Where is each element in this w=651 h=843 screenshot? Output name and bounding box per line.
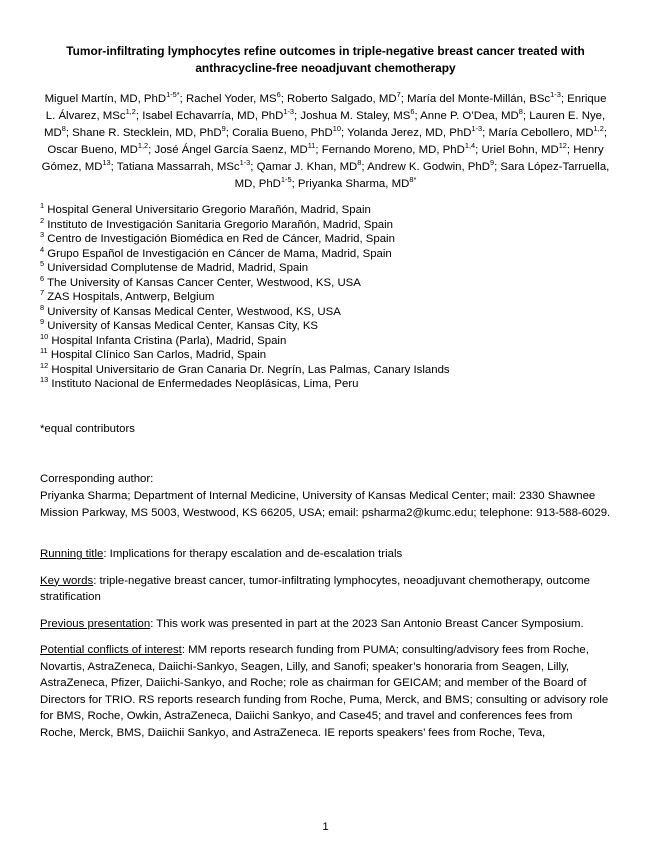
section-label: Key words <box>40 574 94 587</box>
author-name: Tatiana Massarrah, MSc <box>116 160 240 173</box>
section-previous-presentation: Previous presentation: This work was presented in part at the 2023 San Antonio Breast Cancer Symposium. <box>40 617 584 630</box>
author-name: Anne P. O’Dea, MD <box>420 109 519 122</box>
page-number: 1 <box>322 821 329 833</box>
author-affiliation-ref: 1-5 <box>280 174 292 184</box>
author-name: Enrique L. Álvarez, MSc <box>45 93 607 122</box>
section-label: Running title <box>40 548 104 561</box>
section-potential-conflicts-of-interest: Potential conflicts of interest: MM reports research funding from PUMA; consulting/advisory fees from Roche, Novartis, AstraZeneca, Daiichi-Sankyo, Seagen, Lilly, and Sanofi; speaker’s honoraria from Seagen, Lilly, AstraZeneca, Pfizer, Daiichi-Sankyo, and Roche; role as chairman for GEICAM; and member of the Board of Directors for TRIO. RS reports research funding from Roche, Puma, Merck, and BMS; consulting or advisory role for BMS, Roche, Owkin, AstraZeneca, Daiichi Sankyo, and Case45; and travel and conferences fees from Roche, Merck, BMS, Daiichii Sankyo, and AstraZeneca. IE reports speakers’ fees from Roche, Teva, <box>40 644 609 739</box>
affiliation-number: 10 <box>40 332 49 342</box>
affiliation-number: 5 <box>40 259 45 269</box>
author-list: Miguel Martín, MD, PhD$^{1-5*}$; Rachel Yoder, $MS^6$; Roberto Salgado, $MD^7$; María del Monte-Millán, BSc$^{1-3}$; Enrique L. Álvarez, MSc$^{1,2}$; Isabel Echavarría, MD, PhD$^{1-3}$; Joshua M. Staley, $MS^6$; Anne P. O’Dea, $MD^8$; Lauren E. Nye, $MD^8$; Shane R. Stecklein, MD, PhD$^9$; Coralia Bueno, PhD$^{10}$; Yolanda Jerez, MD, PhD$^{1-3}$; María Cebollero, MD$^{1,2}$; Oscar Bueno, MD$^{1,2}$; José Ángel García Saenz, MD$^{11}$; Fernando Moreno, MD, PhD$^{1,4}$; Uriel Bohn, MD$^{12}$; Henry Gómez, MD$^{13}$; Tatiana Massarrah, MSc$^{1-3}$; Qamar J. Khan, $MD^8$; Andrew K. Godwin, PhD$^9$; Sara López-Tarruella, MD, PhD$^{1-5}$; Priyanka Sharma, $MD^{8*}$ <box>41 90 610 190</box>
affiliation-number: 2 <box>40 216 45 226</box>
affiliation-line: $^{10}$ Hospital Infanta Cristina (Parla), Madrid, Spain <box>40 332 287 347</box>
author-name: Fernando Moreno, MD, PhD <box>321 143 465 156</box>
author-name: Coralia Bueno, PhD <box>232 126 333 139</box>
author-name: Oscar Bueno, MD <box>47 143 138 156</box>
author-name: Uriel Bohn, MD <box>481 143 559 156</box>
affiliation-line: $^{12}$ Hospital Universitario de Gran Canaria Dr. Negrín, Las Palmas, Canary Islands <box>40 361 450 376</box>
equal-contributors-note: *equal contributors <box>40 422 135 435</box>
author-name: Joshua M. Staley, MS <box>300 109 411 122</box>
affiliation-number: 7 <box>40 288 45 298</box>
author-name: María Cebollero, MD <box>488 126 594 139</box>
paper-title: Tumor-infiltrating lymphocytes refine outcomes in triple-negative breast cancer treated with anthracycline-free neoadjuvant chemotherapy <box>66 44 585 75</box>
author-name: Isabel Echavarría, MD, PhD <box>142 109 284 122</box>
affiliation-line: $^3$ Centro de Investigación Biomédica en Red de Cáncer, Madrid, Spain <box>40 230 395 246</box>
section-label: Previous presentation <box>40 617 151 630</box>
section-key-words: Key words: triple-negative breast cancer, tumor-infiltrating lymphocytes, neoadjuvant chemotherapy, outcome stratification <box>40 574 590 604</box>
author-affiliation-ref: 7 <box>396 90 401 100</box>
author-name: Priyanka Sharma, MD <box>297 177 410 190</box>
author-affiliation-ref: 1,2 <box>593 124 604 134</box>
author-affiliation-ref: 8 <box>518 107 523 117</box>
author-affiliation-ref: 10 <box>332 124 341 134</box>
author-affiliation-ref: 9 <box>489 157 495 167</box>
affiliation-number: 11 <box>40 346 48 356</box>
author-affiliation-ref: 1-3 <box>471 124 483 134</box>
author-affiliation-ref: 1-3 <box>239 157 251 167</box>
author-affiliation-ref: 1-5* <box>166 90 180 100</box>
author-affiliation-ref: 1,2 <box>137 140 149 150</box>
affiliation-line: $^4$ Grupo Español de Investigación en Cáncer de Mama, Madrid, Spain <box>40 245 392 260</box>
affiliation-line: $^6$ The University of Kansas Cancer Center, Westwood, KS, USA <box>40 274 361 289</box>
section-running-title: Running title: Implications for therapy escalation and de-escalation trials <box>40 548 403 561</box>
affiliation-line: $^8$ University of Kansas Medical Center, Westwood, KS, USA <box>40 303 341 318</box>
author-name: Yolanda Jerez, MD, PhD <box>347 126 472 139</box>
author-affiliation-ref: 8* <box>409 174 417 184</box>
author-name: María del Monte-Millán, BSc <box>407 93 551 105</box>
author-name: Qamar J. Khan, MD <box>256 160 358 173</box>
author-affiliation-ref: 1,2 <box>125 107 136 117</box>
section-label: Potential conflicts of interest <box>40 644 182 657</box>
affiliation-number: 6 <box>40 274 45 284</box>
affiliation-number: 13 <box>40 375 49 385</box>
author-affiliation-ref: 6 <box>410 107 415 117</box>
author-name: Henry Gómez, MD <box>41 143 604 173</box>
author-name: Rachel Yoder, MS <box>186 93 277 105</box>
author-name: José Ángel García Saenz, MD <box>154 143 308 156</box>
affiliation-number: 4 <box>40 245 45 255</box>
affiliation-number: 9 <box>40 317 45 327</box>
affiliation-list <box>40 203 611 392</box>
affiliation-line: $^1$ Hospital General Universitario Gregorio Marañón, Madrid, Spain <box>40 201 371 217</box>
author-name: Miguel Martín, MD, PhD <box>44 93 167 105</box>
author-name: Lauren E. Nye, MD <box>43 109 606 139</box>
metadata-sections <box>40 546 611 741</box>
author-name: Sara López-Tarruella, MD, PhD <box>234 160 610 190</box>
author-affiliation-ref: 12 <box>558 140 567 150</box>
affiliation-number: 8 <box>40 303 45 313</box>
author-affiliation-ref: 13 <box>102 157 111 167</box>
affiliation-line: $^7$ ZAS Hospitals, Antwerp, Belgium <box>40 288 215 304</box>
affiliation-number: 12 <box>40 361 49 371</box>
author-name: Roberto Salgado, MD <box>287 93 397 105</box>
author-name: Shane R. Stecklein, MD, PhD <box>72 126 222 139</box>
author-affiliation-ref: 8 <box>61 124 66 134</box>
corresponding-author-heading: Corresponding author: <box>40 473 154 486</box>
author-name: Andrew K. Godwin, PhD <box>367 160 490 173</box>
author-affiliation-ref: 1,4 <box>464 140 476 150</box>
author-affiliation-ref: 1-3 <box>283 107 295 117</box>
affiliation-number: 1 <box>40 201 45 211</box>
affiliation-line: $^2$ Instituto de Investigación Sanitaria Gregorio Marañón, Madrid, Spain <box>40 216 393 231</box>
author-affiliation-ref: 6 <box>276 90 281 100</box>
affiliation-line: $^5$ Universidad Complutense de Madrid, Madrid, Spain <box>40 259 309 275</box>
affiliation-line: $^{11}$ Hospital Clínico San Carlos, Madrid, Spain <box>40 346 267 362</box>
author-affiliation-ref: 11 <box>307 140 316 150</box>
affiliation-line: $^9$ University of Kansas Medical Center, Kansas City, KS <box>40 317 319 333</box>
affiliation-number: 3 <box>40 230 45 240</box>
author-affiliation-ref: 1-3 <box>550 90 561 100</box>
corresponding-author-block <box>40 471 611 521</box>
affiliation-line: $^{13}$ Instituto Nacional de Enfermedades Neoplásicas, Lima, Peru <box>40 375 359 391</box>
author-affiliation-ref: 9 <box>221 124 226 134</box>
author-affiliation-ref: 8 <box>357 157 362 167</box>
corresponding-author-details: Priyanka Sharma; Department of Internal Medicine, University of Kansas Medical Center; mail: 2330 Shawnee Mission Parkway, MS 5003, Westwood, KS 66205, USA; email: psharma2@kumc.edu; telephone: 913-588-6029. <box>40 490 611 519</box>
